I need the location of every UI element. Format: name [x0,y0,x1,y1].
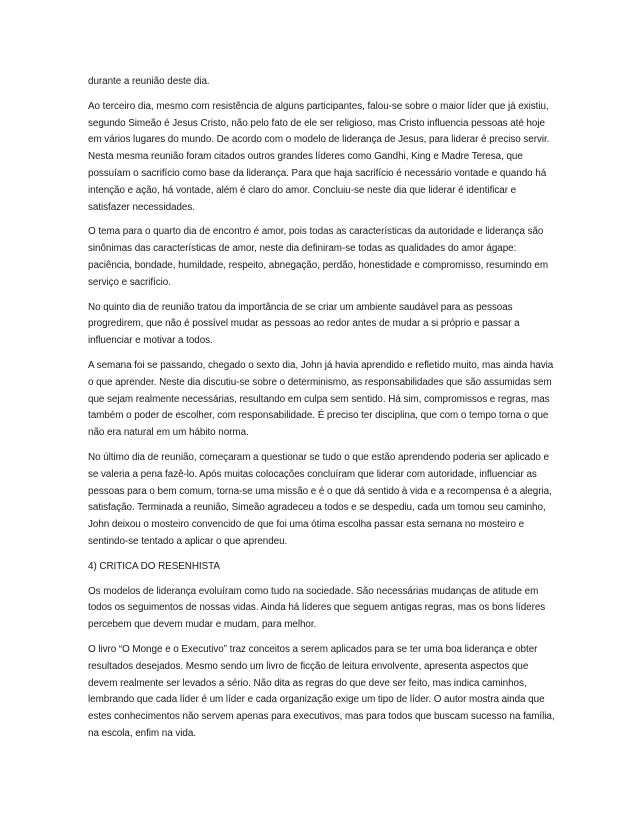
paragraph-intro-continuation: durante a reunião deste dia. [88,76,210,87]
paragraph-fourth-day: O tema para o quarto dia de encontro é amor, pois todas as características da autoridade e liderança são sinônimas das características de amor, neste dia definiram-se todas as qualidades do amor ágape: paciência, bondade, humildade, respeito, abnegação, perdão, honestidade e compromisso, resumindo em serviço e sacrifício. [88,226,549,288]
paragraph-critique-1: Os modelos de liderança evoluíram como tudo na sociedade. São necessárias mudanças de atitude em todos os seguimentos de nossas vidas. Ainda há líderes que seguem antigas regras, mas os bons líderes percebem que devem mudar e mudam, para melhor. [88,585,546,631]
paragraph-third-day: Ao terceiro dia, mesmo com resistência de alguns participantes, falou-se sobre o maior líder que já existiu, segundo Simeão é Jesus Cristo, não pelo fato de ele ser religioso, mas Cristo influencia pessoas até hoje em vários lugares do mundo. De acordo com o modelo de liderança de Jesus, para liderar é preciso servir. Nesta mesma reunião foram citados outros grandes líderes como Gandhi, King e Madre Teresa, que possuíam o sacrifício como base da liderança. Para que haja sacrifício é necessário vontade e quando há intenção e ação, há vontade, além é claro do amor. Concluiu-se neste dia que liderar é identificar e satisfazer necessidades. [88,100,550,213]
section-heading: 4) CRITICA DO RESENHISTA [88,560,220,572]
document-page [88,74,560,751]
paragraph-sixth-day: A semana foi se passando, chegado o sexto dia, John já havia aprendido e refletido muito, mas ainda havia o que aprender. Neste dia discutiu-se sobre o determinismo, as responsabilidades que são assumidas sem que sejam realmente necessárias, resultando em culpa sem sentido. Há sim, compromissos e regras, mas também o poder de escolher, com responsabilidade. É preciso ter disciplina, que com o tempo torna o que não era natural em um hábito norma. [88,359,554,439]
paragraph-last-day: No último dia de reunião, começaram a questionar se tudo o que estão aprendendo poderia ser aplicado e se valeria a pena fazê-lo. Após muitas colocações concluíram que liderar com autoridade, influenciar as pessoas para o bem comum, torna-se uma missão e é o que dá sentido à vida e a recompensa é a alegria, satisfação. Terminada a reunião, Simeão agradeceu a todos e se despediu, cada um tomou seu caminho, John deixou o mosteiro convencido de que foi uma ótima escolha passar esta semana no mosteiro e sentindo-se tentado a aplicar o que aprendeu. [88,451,552,547]
paragraph-fifth-day: No quinto dia de reunião tratou da importância de se criar um ambiente saudável para as pessoas progredirem, que não é possível mudar as pessoas ao redor antes de mudar a si próprio e passar a influenciar e motivar a todos. [88,301,520,347]
paragraph-critique-2: O livro “O Monge e o Executivo” traz conceitos a serem aplicados para se ter uma boa liderança e obter resultados desejados. Mesmo sendo um livro de ficção de leitura envolvente, apresenta aspectos que devem realmente ser levados a sério. Não dita as regras do que deve ser feito, mas indica caminhos, lembrando que cada líder é um líder e cada organização exige um tipo de líder. O autor mostra ainda que estes conhecimentos não servem apenas para executivos, mas para todos que buscam sucesso na família, na escola, enfim na vida. [88,643,555,739]
